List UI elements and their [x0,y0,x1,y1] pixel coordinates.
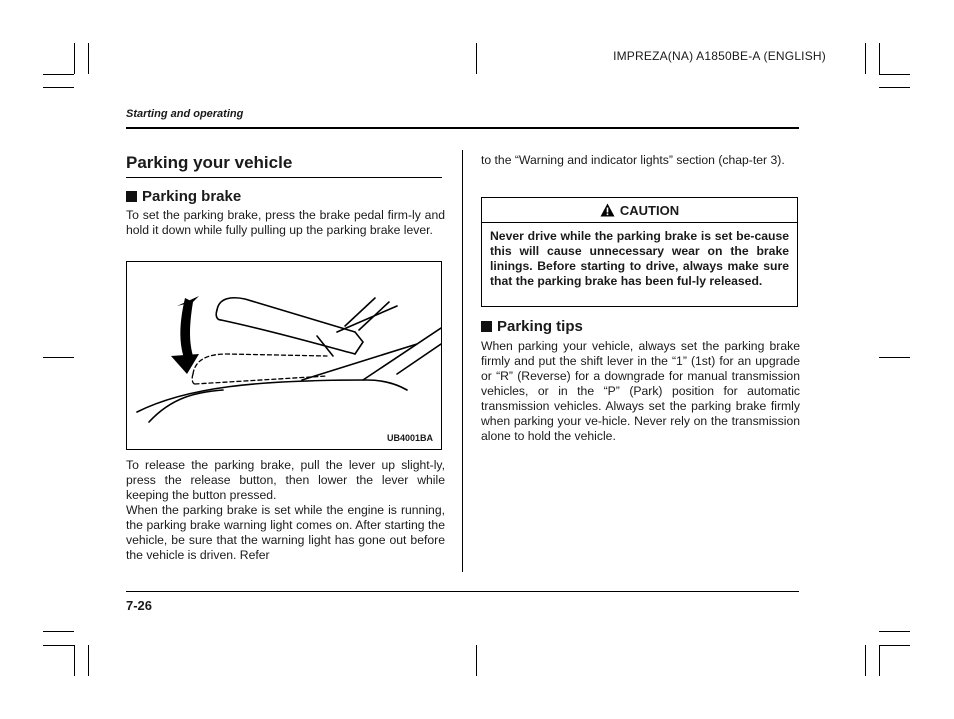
figure-code: UB4001BA [386,433,433,443]
page-title: Parking your vehicle [126,153,293,172]
caution-box [481,197,798,307]
release-instructions: To release the parking brake, pull the lever up slight-ly, press the release button, then lower the lever while keeping the button pressed. [126,458,445,502]
parking-tips-text: When parking your vehicle, always set the parking brake firmly and put the shift lever in the “1” (1st) for an upgrade or “R” (Reverse) for a downgrade for manual transmission vehicles, or in the “P” (Park) position for automatic transmission vehicles. Always set the parking brake firmly when parking your ve-hicle. Never rely on the transmission alone to hold the vehicle. [481,339,800,443]
parking-tips-heading: Parking tips [481,318,583,335]
caution-header: CAUTION [482,198,797,223]
filled-square-icon [481,321,492,332]
filled-square-icon [126,191,137,202]
parking-brake-illustration [126,261,442,450]
continued-reference: to the “Warning and indicator lights” section (chap-ter 3). [481,153,785,167]
parking-brake-heading: Parking brake [126,188,241,205]
footer-rule [126,591,799,592]
parking-brake-intro: To set the parking brake, press the brake pedal firm-ly and hold it down while fully pulling up the parking brake lever. [126,208,445,237]
warning-triangle-icon [600,203,615,217]
warning-light-note: When the parking brake is set while the engine is running, the parking brake warning light comes on. After starting the vehicle, be sure that the warning light has gone out before the vehicle is driven. Refer [126,503,445,562]
parking-brake-lever-drawing [127,262,441,449]
column-divider [462,150,463,572]
header-rule [126,127,799,129]
title-underline [126,177,442,178]
section-label: Starting and operating [126,108,244,120]
page-number: 7-26 [126,598,153,613]
document-code: IMPREZA(NA) A1850BE-A (ENGLISH) [613,49,826,63]
caution-text: Never drive while the parking brake is set be-cause this will cause unnecessary wear on the brake linings. Before starting to drive, always make sure that the parking brake has been ful-ly released. [490,229,789,288]
